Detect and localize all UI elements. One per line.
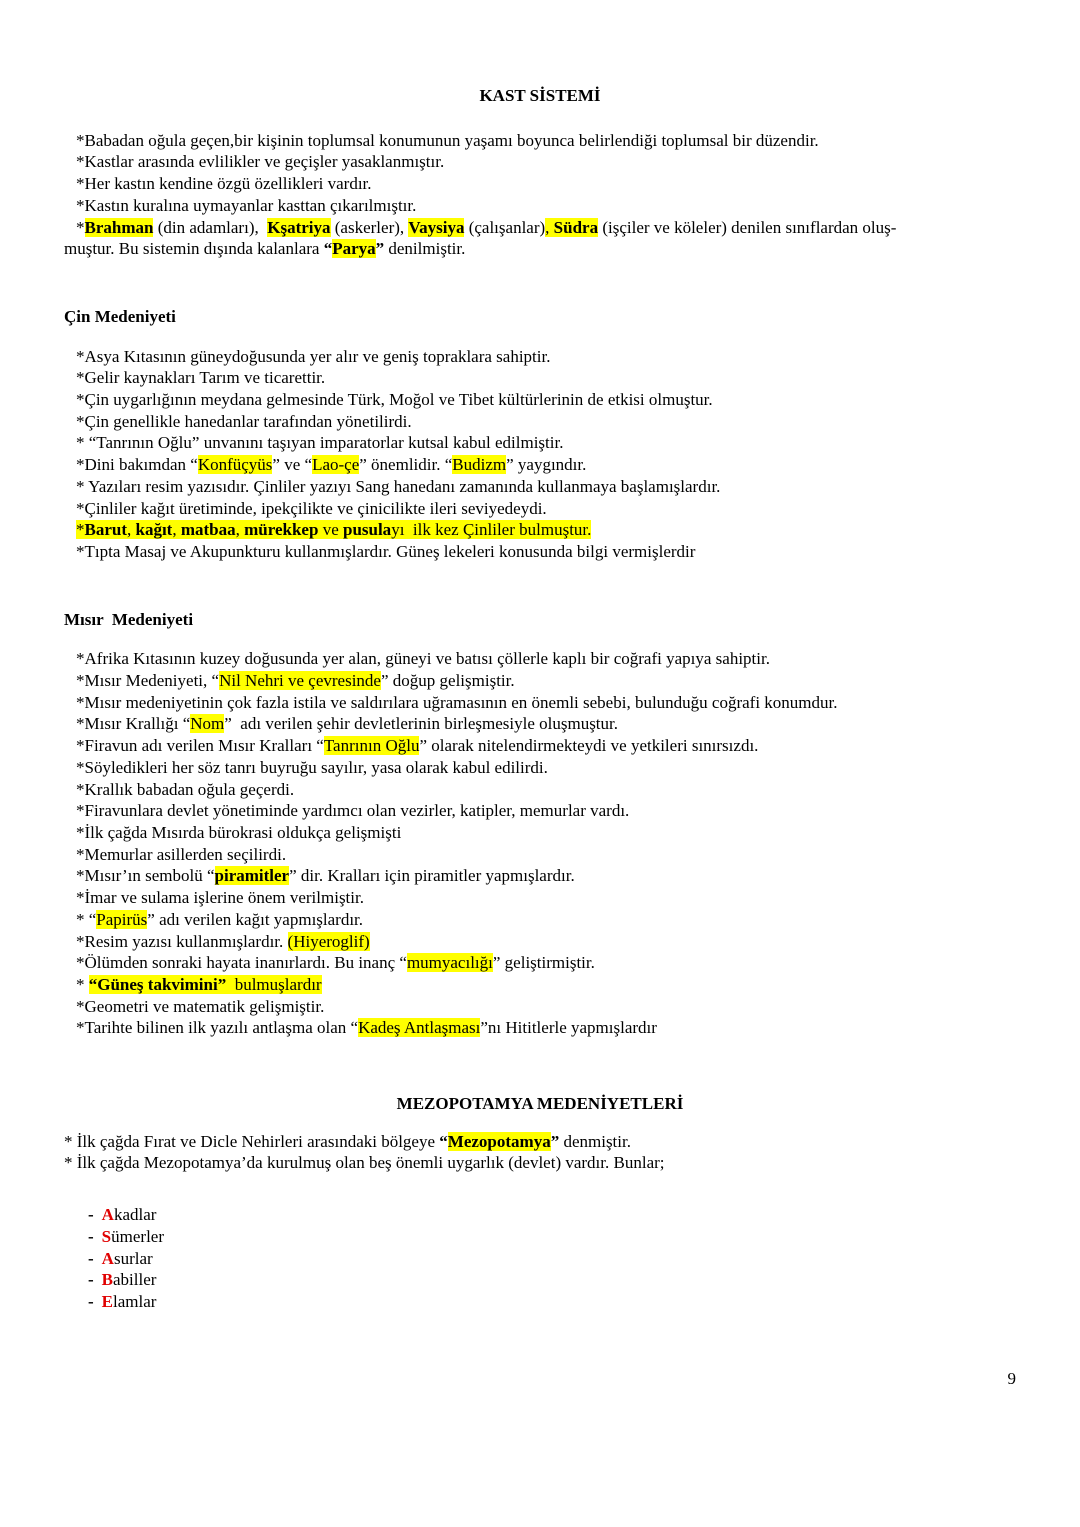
text-segment: *Çin genellikle hanedanlar tarafından yönetilirdi. (76, 411, 412, 431)
highlighted-text: “Güneş takvimini” (88, 974, 227, 994)
text-segment: “ (323, 239, 333, 259)
text-segment: denmiştir. (559, 1131, 631, 1151)
highlighted-text: Nil Nehri ve çevresinde (219, 671, 381, 691)
list-item (88, 1248, 1016, 1270)
text-segment: (işçiler ve köleler) denilen sınıflardan oluş- (598, 217, 897, 237)
highlighted-text: Kadeş Antlaşması (358, 1018, 481, 1038)
highlighted-text: Barut (84, 520, 127, 540)
list-dash: - (88, 1248, 94, 1268)
text-line (64, 952, 1016, 974)
text-segment: *Afrika Kıtasının kuzey doğusunda yer alan, güneyi ve batısı çöllerle kaplı bir coğrafi yapıya sahiptir. (76, 649, 770, 669)
list-item-rest: abiller (113, 1270, 157, 1290)
highlighted-text: matbaa (180, 520, 236, 540)
text-line (64, 757, 1016, 779)
text-segment: denilmiştir. (384, 239, 466, 259)
highlighted-text: Brahman (84, 217, 154, 237)
text-segment: ” doğup gelişmiştir. (380, 671, 515, 691)
text-segment: * İlk çağda Fırat ve Dicle Nehirleri arasındaki bölgeye (64, 1131, 440, 1151)
list-item-rest: lamlar (113, 1291, 157, 1311)
text-segment: “ (439, 1131, 448, 1151)
highlighted-text: Lao-çe (312, 455, 360, 475)
highlighted-text: kağıt (135, 520, 173, 540)
text-segment: * “Tanrının Oğlu” unvanını taşıyan imparatorlar kutsal kabul edilmiştir. (76, 433, 564, 453)
text-line (64, 931, 1016, 953)
highlighted-text: mürekkep (244, 520, 319, 540)
highlighted-text: Vaysiya (408, 217, 465, 237)
text-line (64, 411, 1016, 433)
text-line (64, 1152, 1016, 1174)
text-line (64, 713, 1016, 735)
text-segment: * Yazıları resim yazısıdır. Çinliler yazıyı Sang hanedanı zamanında kullanmaya başlamışlardır. (76, 476, 721, 496)
list-item-initial: S (101, 1226, 112, 1246)
highlighted-text: ve (318, 520, 343, 540)
text-segment: (askerler), (330, 217, 409, 237)
text-segment: *İmar ve sulama işlerine önem verilmiştir. (76, 888, 364, 908)
text-segment: ” önemlidir. “ (359, 455, 453, 475)
text-segment: ” (375, 239, 385, 259)
text-segment: *Söyledikleri her söz tanrı buyruğu sayılır, yasa olarak kabul edilirdi. (76, 757, 548, 777)
page-number: 9 (1007, 1369, 1016, 1389)
cin-medeniyeti-notes (64, 346, 1016, 563)
text-line (64, 432, 1016, 454)
text-line (64, 498, 1016, 520)
text-line (64, 519, 1016, 541)
list-item (88, 1291, 1016, 1313)
text-line (64, 670, 1016, 692)
text-line (64, 909, 1016, 931)
text-segment: ”nı Hititlerle yapmışlardır (480, 1018, 657, 1038)
text-segment: *Gelir kaynakları Tarım ve ticarettir. (76, 368, 326, 388)
list-item-initial: A (101, 1248, 114, 1268)
list-item (88, 1269, 1016, 1291)
text-segment: *Çinliler kağıt üretiminde, ipekçilikte ve çinicilikte ileri seviyedeydi. (76, 498, 547, 518)
text-line (64, 195, 1016, 217)
highlighted-text: Budizm (452, 455, 507, 475)
list-item-rest: surlar (113, 1248, 153, 1268)
text-segment: *Memurlar asillerden seçilirdi. (76, 844, 287, 864)
highlighted-text: Parya (332, 239, 376, 259)
text-line (64, 735, 1016, 757)
text-segment: *Mısır medeniyetinin çok fazla istila ve saldırılara uğramasının en önemli sebebi, bulunduğu coğrafi konumdur. (76, 692, 838, 712)
text-line (64, 130, 1016, 152)
highlighted-text: mumyacılığı (406, 953, 493, 973)
highlighted-text: , (235, 520, 245, 540)
highlighted-text: piramitler (214, 866, 290, 886)
text-segment: *Tıpta Masaj ve Akupunkturu kullanmışlardır. Güneş lekeleri konusunda bilgi vermişlerdir (76, 541, 696, 561)
section-heading-cin-medeniyeti: Çin Medeniyeti (64, 306, 176, 326)
text-line (64, 454, 1016, 476)
text-segment: *Mısır Medeniyeti, “ (76, 671, 220, 691)
text-segment: ” adı verilen şehir devletlerinin birleşmesiyle oluşmuştur. (224, 714, 619, 734)
text-line (64, 865, 1016, 887)
text-line (64, 648, 1016, 670)
text-segment: *Çin uygarlığının meydana gelmesinde Türk, Moğol ve Tibet kültürlerinin de etkisi olmuştur. (76, 390, 713, 410)
list-dash: - (88, 1291, 94, 1311)
text-segment: *Ölümden sonraki hayata inanırlardı. Bu inanç “ (76, 953, 407, 973)
mezopotamya-intro (64, 1131, 1016, 1174)
text-segment: *Babadan oğula geçen,bir kişinin toplumsal konumunun yaşamı boyunca belirlendiği toplumsal bir düzendir. (76, 130, 819, 150)
list-dash: - (88, 1270, 94, 1290)
text-segment: * “ (76, 909, 97, 929)
text-segment: ” olarak nitelendirmekteydi ve yetkileri sınırsızdı. (419, 736, 759, 756)
text-line (64, 974, 1016, 996)
highlighted-text: Nom (190, 714, 225, 734)
text-segment: (çalışanlar) (464, 217, 546, 237)
text-line (64, 779, 1016, 801)
text-segment: *Asya Kıtasının güneydoğusunda yer alır ve geniş topraklara sahiptir. (76, 346, 551, 366)
highlighted-text: Konfüçyüs (197, 455, 273, 475)
text-line (64, 692, 1016, 714)
list-item-rest: ümerler (111, 1226, 164, 1246)
highlighted-text: Papirüs (96, 909, 148, 929)
text-segment: *Mısır Krallığı “ (76, 714, 191, 734)
highlighted-text: yı ilk kez Çinliler bulmuştur. (391, 520, 592, 540)
text-segment: *Firavun adı verilen Mısır Kralları “ (76, 736, 324, 756)
text-line (64, 151, 1016, 173)
text-segment: ” adı verilen kağıt yapmışlardır. (147, 909, 364, 929)
highlighted-text: , (172, 520, 181, 540)
text-line (64, 541, 1016, 563)
text-line (64, 1131, 1016, 1153)
highlighted-text: pusula (342, 520, 392, 540)
list-item (88, 1204, 1016, 1226)
list-item-initial: B (101, 1270, 114, 1290)
text-segment: * (76, 217, 85, 237)
text-segment: *Mısır’ın sembolü “ (76, 866, 215, 886)
text-line (64, 367, 1016, 389)
text-line (64, 1017, 1016, 1039)
text-line (64, 800, 1016, 822)
document-content (64, 85, 1016, 1313)
highlighted-text: bulmuşlardır (226, 974, 322, 994)
text-segment: ” dir. Kralları için piramitler yapmışlardır. (289, 866, 575, 886)
list-dash: - (88, 1226, 94, 1246)
list-item-initial: A (101, 1205, 114, 1225)
highlighted-text: , (127, 520, 136, 540)
text-line (64, 844, 1016, 866)
text-line (64, 996, 1016, 1018)
highlighted-text: * (76, 520, 85, 540)
text-segment: *Geometri ve matematik gelişmiştir. (76, 996, 325, 1016)
text-line (64, 173, 1016, 195)
text-segment: *Krallık babadan oğula geçerdi. (76, 779, 295, 799)
text-segment: muştur. Bu sistemin dışında kalanlara (64, 239, 324, 259)
text-segment: *Resim yazısı kullanmışlardır. (76, 931, 288, 951)
list-dash: - (88, 1205, 94, 1225)
text-line (64, 476, 1016, 498)
text-segment: *Kastın kuralına uymayanlar kasttan çıkarılmıştır. (76, 195, 417, 215)
highlighted-text: Mezopotamya (447, 1131, 551, 1151)
text-line (64, 389, 1016, 411)
highlighted-text: , (545, 217, 554, 237)
text-line (64, 217, 1016, 239)
text-segment: *Tarihte bilinen ilk yazılı antlaşma olan “ (76, 1018, 359, 1038)
text-segment: *Dini bakımdan “ (76, 455, 198, 475)
text-line (64, 822, 1016, 844)
highlighted-text: Kşatriya (267, 217, 331, 237)
kast-sistemi-notes (64, 130, 1016, 260)
text-segment: *Her kastın kendine özgü özellikleri vardır. (76, 174, 372, 194)
text-segment: ” (550, 1131, 560, 1151)
text-line (64, 346, 1016, 368)
text-line (64, 238, 1016, 260)
text-segment: ” ve “ (272, 455, 313, 475)
section-heading-misir-medeniyeti: Mısır Medeniyeti (64, 609, 194, 629)
highlighted-text: (Hiyeroglif) (287, 931, 370, 951)
text-line (64, 887, 1016, 909)
text-segment: ” geliştirmiştir. (492, 953, 595, 973)
list-item (88, 1226, 1016, 1248)
text-segment: * İlk çağda Mezopotamya’da kurulmuş olan beş önemli uygarlık (devlet) vardır. Bunlar; (64, 1153, 665, 1173)
highlighted-text: Südra (553, 217, 599, 237)
misir-medeniyeti-notes (64, 648, 1016, 1039)
text-segment: (din adamları), (153, 217, 268, 237)
text-segment: * (76, 974, 89, 994)
text-segment: *Kastlar arasında evlilikler ve geçişler yasaklanmıştır. (76, 152, 445, 172)
mezopotamya-civilizations-list (64, 1204, 1016, 1313)
list-item-initial: E (101, 1291, 114, 1311)
section-title-kast-sistemi: KAST SİSTEMİ (479, 86, 601, 105)
highlighted-text: Tanrının Oğlu (323, 736, 420, 756)
section-title-mezopotamya: MEZOPOTAMYA MEDENİYETLERİ (396, 1094, 684, 1114)
text-segment: ” yaygındır. (506, 455, 587, 475)
list-item-rest: kadlar (113, 1205, 157, 1225)
text-segment: *İlk çağda Mısırda bürokrasi oldukça gelişmişti (76, 822, 402, 842)
text-segment: *Firavunlara devlet yönetiminde yardımcı olan vezirler, katipler, memurlar vardı. (76, 801, 630, 821)
